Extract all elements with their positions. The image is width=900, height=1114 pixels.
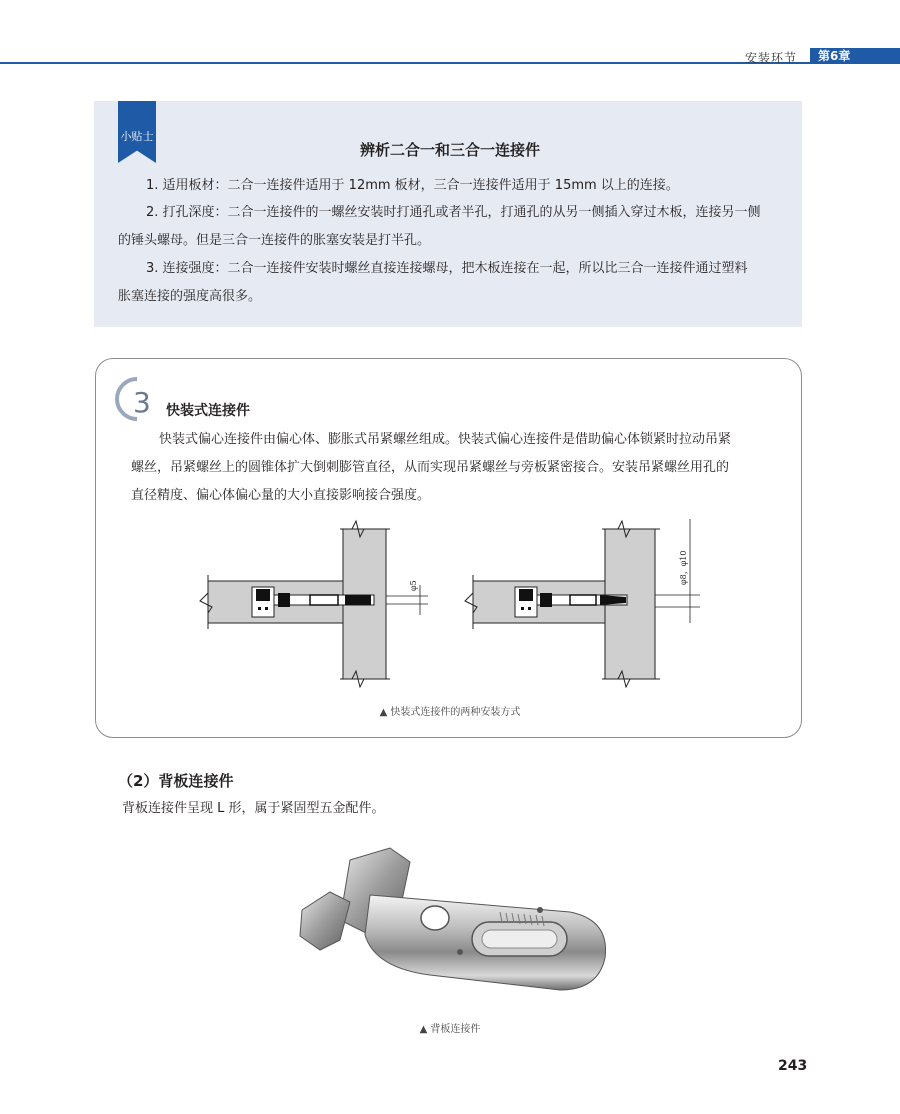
header-section-title: 安装环节 bbox=[745, 51, 798, 65]
diagram-left-dimension-label: φ5 bbox=[409, 580, 418, 591]
section-3-line-1: 快装式偏心连接件由偏心体、膨胀式吊紧螺丝组成。快装式偏心连接件是借助偏心体锁紧时拉动吊紧 bbox=[159, 432, 732, 447]
diagram-right-dimension-label: φ8，φ10 bbox=[679, 550, 688, 585]
page-number: 243 bbox=[778, 1058, 808, 1074]
tip-title: 辨析二合一和三合一连接件 bbox=[359, 141, 540, 159]
tip-line-3: 的锤头螺母。但是三合一连接件的胀塞安装是打半孔。 bbox=[118, 233, 431, 248]
back-panel-connector-photo bbox=[280, 840, 620, 1015]
back-panel-connector-heading: （2）背板连接件 bbox=[118, 772, 234, 790]
tip-line-1-text: 1. 适用板材：二合一连接件适用于 12mm 板材，三合一连接件适用于 15mm 以上的连接。 bbox=[146, 178, 679, 193]
tip-line-4 bbox=[118, 255, 784, 282]
diagram-right bbox=[465, 519, 700, 687]
tip-line-1 bbox=[118, 172, 784, 199]
photo-caption: ▲ 背板连接件 bbox=[419, 1024, 481, 1035]
tip-line-2 bbox=[118, 199, 784, 226]
tip-line-5: 胀塞连接的强度高很多。 bbox=[118, 289, 262, 304]
header-chapter-badge: 第6章 bbox=[810, 48, 900, 64]
section-3-paragraph bbox=[131, 426, 781, 510]
tip-line-2-text: 2. 打孔深度：二合一连接件的一螺丝安装时打通孔或者半孔，打通孔的从另一侧插入穿过木板，连接另一侧 bbox=[146, 205, 761, 220]
back-panel-connector-text: 背板连接件呈现 L 形，属于紧固型五金配件。 bbox=[122, 801, 385, 816]
connector-installation-diagram bbox=[190, 515, 720, 700]
section-3-line-3: 直径精度、偏心体偏心量的大小直接影响接合强度。 bbox=[131, 488, 431, 503]
tip-line-4-text: 3. 连接强度：二合一连接件安装时螺丝直接连接螺母，把木板连接在一起，所以比三合一连接件通过塑料 bbox=[146, 261, 748, 276]
diagram-caption: ▲ 快装式连接件的两种安装方式 bbox=[379, 707, 521, 718]
section-3-title: 快装式连接件 bbox=[166, 403, 250, 419]
diagram-left bbox=[200, 521, 428, 687]
section-number: 3 bbox=[133, 386, 151, 419]
section-3-line-2: 螺丝，吊紧螺丝上的圆锥体扩大倒刺膨管直径，从而实现吊紧螺丝与旁板紧密接合。安装吊紧螺丝用孔的 bbox=[131, 460, 730, 475]
tip-tag-label: 小贴士 bbox=[120, 130, 154, 143]
